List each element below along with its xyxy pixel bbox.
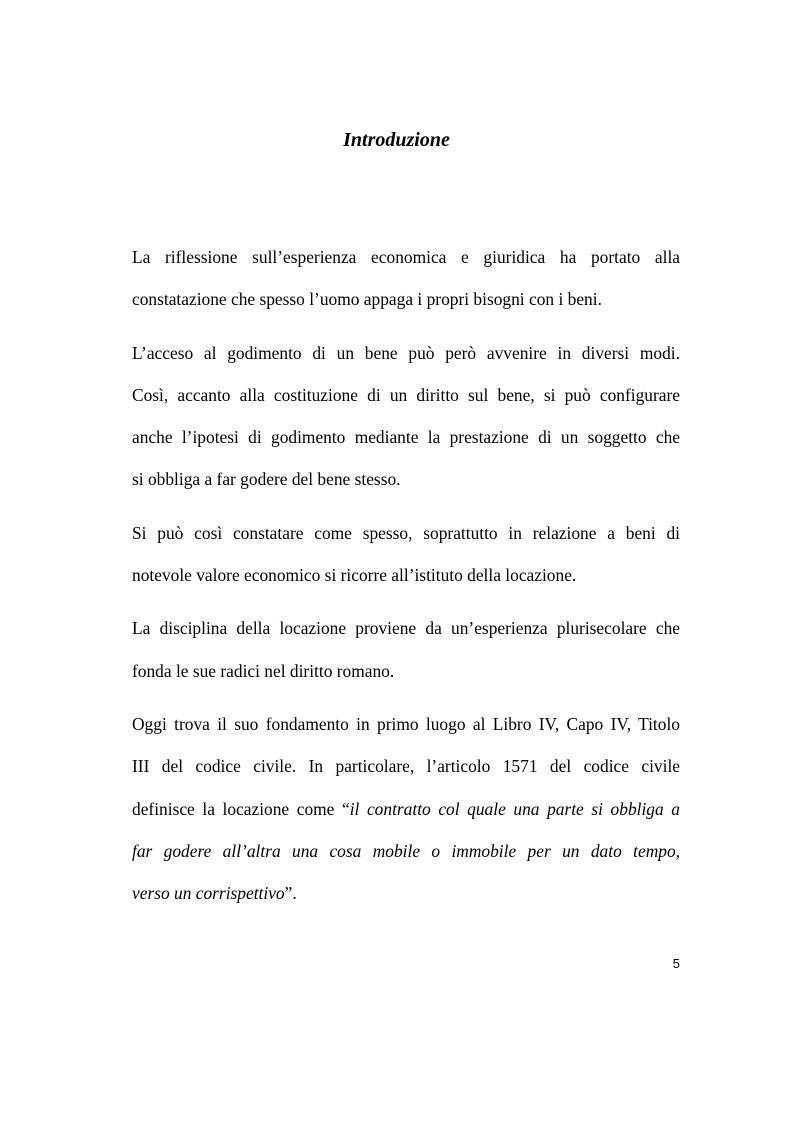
paragraph-4 [132,607,680,692]
paragraph-2 [132,332,680,501]
text-line: Oggi trova il suo fondamento in primo luogo al Libro IV, Capo IV, Titolo [132,713,680,734]
page-title: Introduzione [343,129,450,151]
text-run: ”. [284,883,297,904]
text-line: La disciplina della locazione proviene da un’esperienza plurisecolare che [132,618,680,639]
text-line: fonda le sue radici nel diritto romano. [132,660,395,681]
document-body [132,236,680,925]
quoted-article-text: far godere all’altra una cosa mobile o immobile per un dato tempo, [132,840,680,861]
text-line: notevole valore economico si ricorre all’istituto della locazione. [132,565,577,586]
text-line: La riflessione sull’esperienza economica e giuridica ha portato alla [132,247,680,267]
text-line: Si può così constatare come spesso, soprattutto in relazione a beni di [132,522,680,543]
quoted-article-text: verso un corrispettivo [132,883,285,904]
quoted-article-text: il contratto col quale una parte si obbliga a [349,798,680,819]
text-line: Così, accanto alla costituzione di un diritto sul bene, si può configurare [132,384,680,405]
text-line: constatazione che spesso l’uomo appaga i propri bisogni con i beni. [132,289,602,310]
text-line: si obbliga a far godere del bene stesso. [132,469,401,490]
text-line [132,872,680,914]
text-line: III del codice civile. In particolare, l’articolo 1571 del codice civile [132,756,680,777]
paragraph-3 [132,512,680,597]
text-line [132,788,680,830]
paragraph-1 [132,236,680,321]
paragraph-5 [132,703,680,914]
text-line: anche l’ipotesi di godimento mediante la prestazione di un soggetto che [132,427,680,448]
page-number: 5 [672,956,680,971]
text-line: L’acceso al godimento di un bene può però avvenire in diversi modi. [132,342,680,363]
text-run: definisce la locazione come “ [132,798,350,819]
